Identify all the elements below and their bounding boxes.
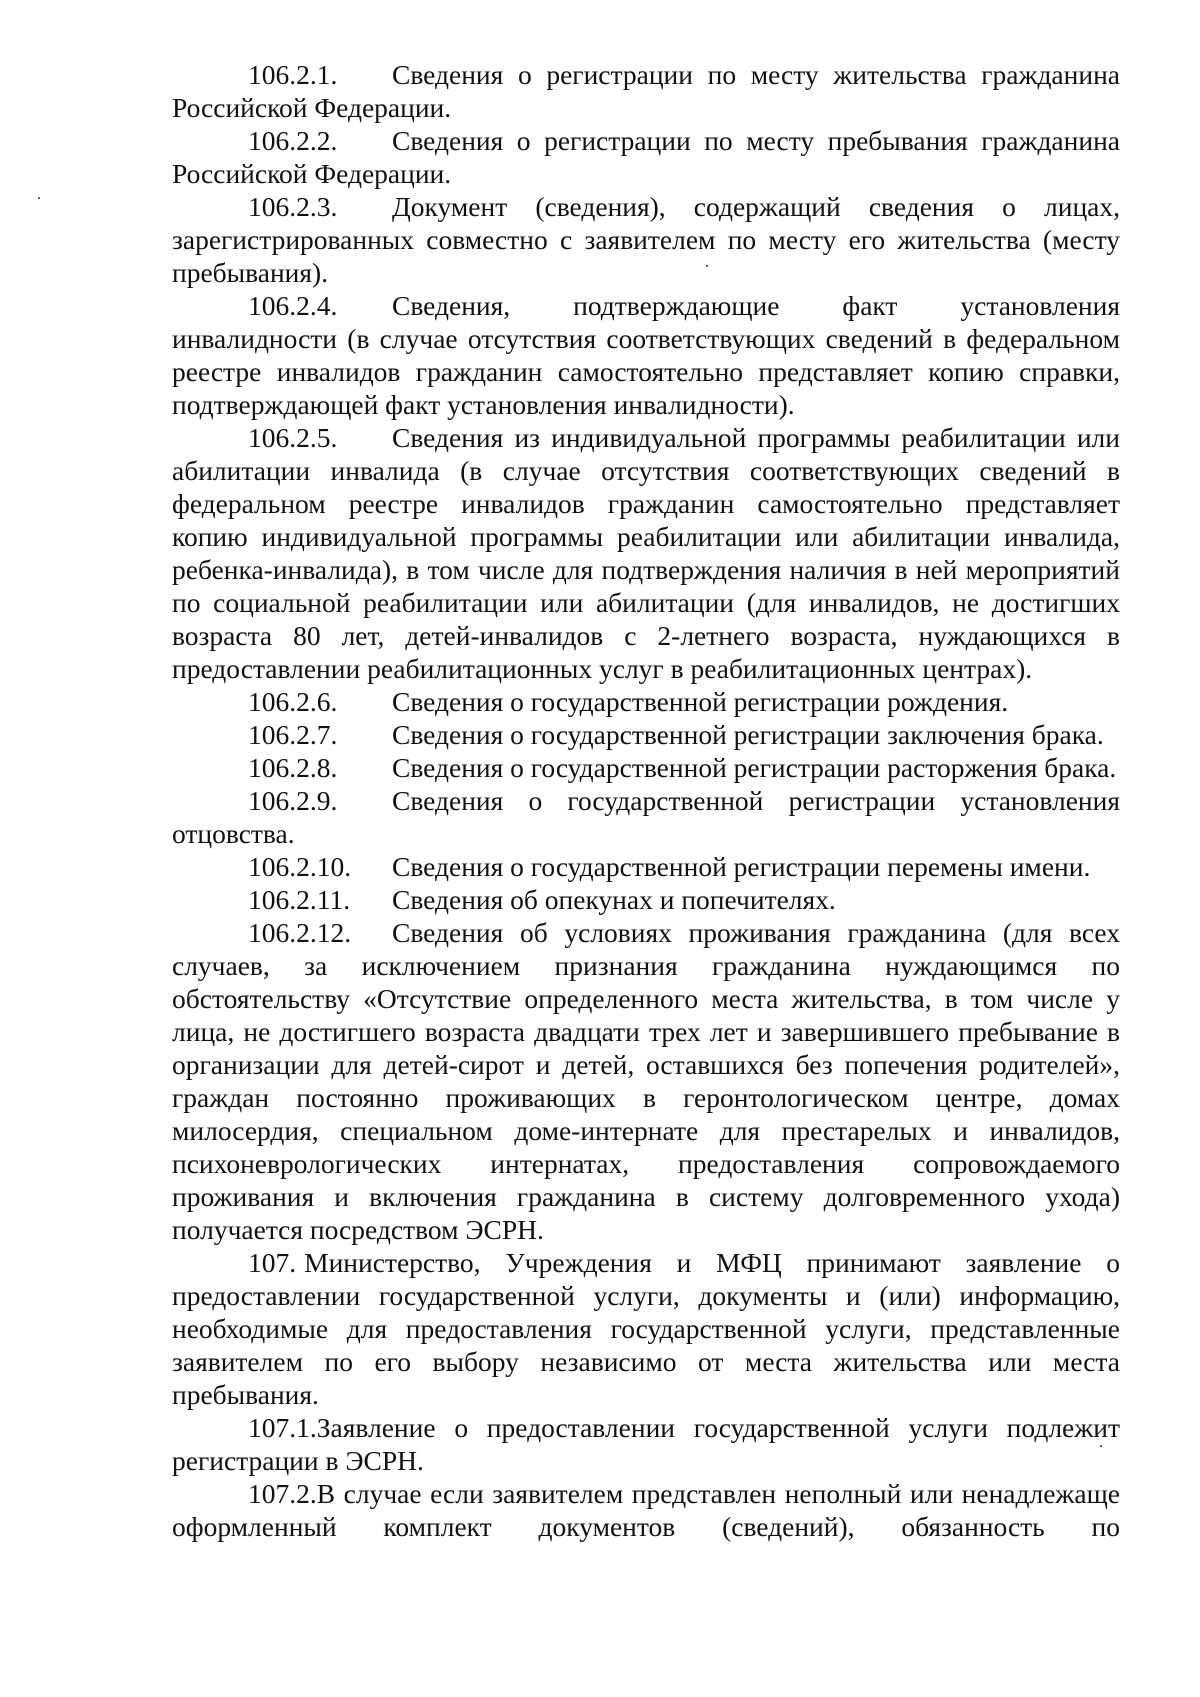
item-text: Сведения о государственной регистрации установления отцовства.: [172, 785, 1120, 849]
paragraph-106-2-1: [172, 58, 1120, 124]
paragraph-106-2-10: [172, 850, 1120, 883]
paragraph-106-2-11: [172, 883, 1120, 916]
scan-speck: [706, 265, 708, 267]
item-number: 107.: [248, 1247, 297, 1278]
item-text: Сведения о регистрации по месту пребывания гражданина Российской Федерации.: [172, 125, 1120, 189]
item-text: Сведения об опекунах и попечителях.: [392, 884, 836, 915]
item-number: 106.2.6.: [248, 686, 338, 717]
item-number: 106.2.12.: [248, 917, 352, 948]
item-text: Документ (сведения), содержащий сведения о лицах, зарегистрированных совместно с заявителем по месту его жительства (месту пребывания).: [172, 191, 1120, 288]
item-number: 107.2.: [248, 1478, 317, 1509]
item-number: 106.2.3.: [248, 191, 338, 222]
paragraph-106-2-5: [172, 421, 1120, 685]
paragraph-106-2-9: [172, 784, 1120, 850]
item-text: Сведения о государственной регистрации перемены имени.: [392, 851, 1091, 882]
document-page: [172, 58, 1120, 1543]
item-text: Сведения о государственной регистрации расторжения брака.: [392, 752, 1117, 783]
item-text: Сведения о государственной регистрации заключения брака.: [392, 719, 1104, 750]
item-text: Сведения о регистрации по месту жительства гражданина Российской Федерации.: [172, 59, 1120, 123]
paragraph-107: [172, 1246, 1120, 1411]
item-number: 106.2.1.: [248, 59, 338, 90]
paragraph-106-2-3: [172, 190, 1120, 289]
item-text: Министерство, Учреждения и МФЦ принимают заявление о предоставлении государственной услуги, документы и (или) информацию, необходимые для предоставления государственной услуги, представленные заявителем по его выбору независимо от места жительства или места пребывания.: [172, 1247, 1120, 1410]
item-number: 106.2.8.: [248, 752, 338, 783]
paragraph-107-1: [172, 1411, 1120, 1477]
item-number: 106.2.7.: [248, 719, 338, 750]
paragraph-106-2-6: [172, 685, 1120, 718]
paragraph-106-2-2: [172, 124, 1120, 190]
item-text: Сведения, подтверждающие факт установления инвалидности (в случае отсутствия соответствующих сведений в федеральном реестре инвалидов гражданин самостоятельно представляет копию справки, подтверждающей факт установления инвалидности).: [172, 290, 1120, 420]
item-number: 106.2.11.: [248, 884, 351, 915]
item-number: 106.2.10.: [248, 851, 352, 882]
item-text: В случае если заявителем представлен неполный или ненадлежаще оформленный комплект документов (сведений), обязанность по: [172, 1478, 1120, 1542]
paragraph-106-2-12: [172, 916, 1120, 1246]
scan-speck: [38, 197, 40, 199]
paragraph-106-2-4: [172, 289, 1120, 421]
item-text: Сведения о государственной регистрации рождения.: [392, 686, 1009, 717]
item-text: Сведения об условиях проживания гражданина (для всех случаев, за исключением признания гражданина нуждающимся по обстоятельству «Отсутствие определенного места жительства, в том числе у лица, не достигшего возраста двадцати трех лет и завершившего пребывание в организации для детей-сирот и детей, оставшихся без попечения родителей», граждан постоянно проживающих в геронтологическом центре, домах милосердия, специальном доме-интернате для престарелых и инвалидов, психоневрологических интернатах, предоставления сопровождаемого проживания и включения гражданина в систему долговременного ухода) получается посредством ЭСРН.: [172, 917, 1120, 1245]
item-number: 106.2.5.: [248, 422, 338, 453]
item-text: Заявление о предоставлении государственной услуги подлежит регистрации в ЭСРН.: [172, 1412, 1120, 1476]
scan-speck: [1100, 1445, 1102, 1447]
item-text: Сведения из индивидуальной программы реабилитации или абилитации инвалида (в случае отсутствия соответствующих сведений в федеральном реестре инвалидов гражданин самостоятельно представляет копию индивидуальной программы реабилитации или абилитации инвалида, ребенка-инвалида), в том числе для подтверждения наличия в ней мероприятий по социальной реабилитации или абилитации (для инвалидов, не достигших возраста 80 лет, детей-инвалидов с 2-летнего возраста, нуждающихся в предоставлении реабилитационных услуг в реабилитационных центрах).: [172, 422, 1120, 684]
paragraph-106-2-8: [172, 751, 1120, 784]
item-number: 106.2.9.: [248, 785, 338, 816]
paragraph-106-2-7: [172, 718, 1120, 751]
item-number: 107.1.: [248, 1412, 317, 1443]
item-number: 106.2.4.: [248, 290, 338, 321]
item-number: 106.2.2.: [248, 125, 338, 156]
paragraph-107-2: [172, 1477, 1120, 1543]
